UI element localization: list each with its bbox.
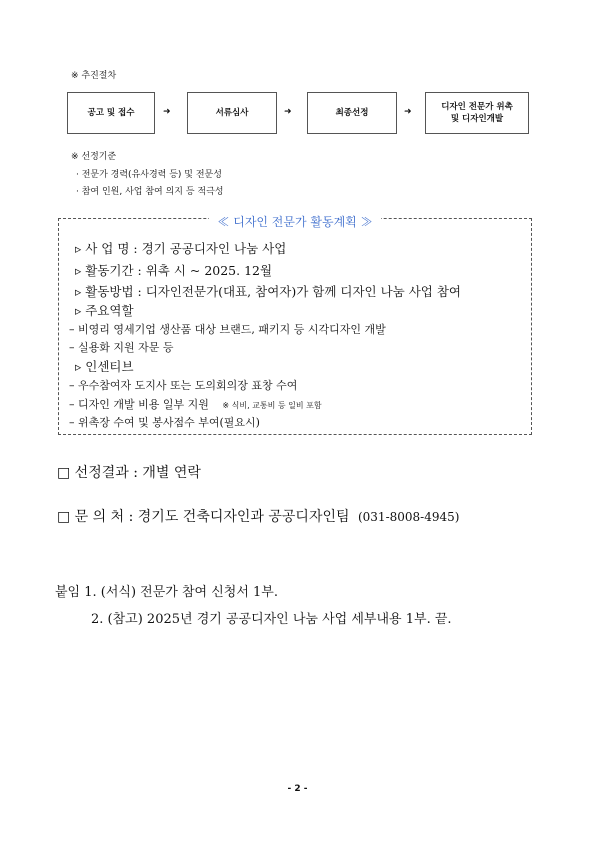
criteria-item: · 참여 인원, 사업 참여 의지 등 적극성 bbox=[76, 187, 224, 197]
flow-step-screening: 서류심사 bbox=[187, 92, 277, 134]
activity-plan-title-text: ≪ 디자인 전문가 활동계획 ≫ bbox=[209, 215, 380, 229]
plan-line-role-consult: – 실용화 지원 자문 등 bbox=[69, 341, 174, 354]
plan-line-project-name: ▹ 사 업 명 : 경기 공공디자인 나눔 사업 bbox=[75, 241, 287, 256]
flow-arrow-icon: ➜ bbox=[404, 107, 412, 117]
contact-text: □ 문 의 처 : 경기도 건축디자인과 공공디자인팀 bbox=[57, 509, 350, 525]
plan-line-period: ▹ 활동기간 : 위촉 시 ~ 2025. 12월 bbox=[75, 263, 273, 278]
contact-phone: (031-8008-4945) bbox=[357, 510, 460, 524]
plan-line-role-design: – 비영리 영세기업 생산품 대상 브랜드, 패키지 등 시각디자인 개발 bbox=[69, 323, 386, 336]
criteria-heading: ※ 선정기준 bbox=[71, 152, 117, 162]
criteria-item: · 전문가 경력(유사경력 등) 및 전문성 bbox=[76, 170, 222, 180]
flow-step-announcement: 공고 및 접수 bbox=[67, 92, 155, 134]
plan-line-incentive-certificate: – 위촉장 수여 및 봉사점수 부여(필요시) bbox=[69, 416, 260, 429]
plan-line-main-role: ▹ 주요역할 bbox=[75, 303, 134, 318]
procedure-heading: ※ 추진절차 bbox=[71, 71, 117, 81]
plan-line-incentive-support bbox=[69, 396, 322, 412]
plan-line-incentive: ▹ 인센티브 bbox=[75, 359, 134, 374]
attachment-line-1: 붙임 1. (서식) 전문가 참여 신청서 1부. bbox=[55, 585, 278, 600]
selection-result: □ 선정결과 : 개별 연락 bbox=[57, 465, 201, 481]
flow-step-final-selection: 최종선정 bbox=[307, 92, 397, 134]
page-number: - 2 - bbox=[287, 784, 308, 794]
flow-step-appointment: 디자인 전문가 위촉 및 디자인개발 bbox=[425, 92, 529, 134]
plan-line-incentive-award: – 우수참여자 도지사 또는 도의회의장 표창 수여 bbox=[69, 379, 298, 392]
plan-line-method: ▹ 활동방법 : 디자인전문가(대표, 참여자)가 함께 디자인 나눔 사업 참여 bbox=[75, 284, 461, 299]
contact-info bbox=[57, 506, 459, 526]
attachment-line-2: 2. (참고) 2025년 경기 공공디자인 나눔 사업 세부내용 1부. 끝. bbox=[91, 612, 452, 627]
flow-arrow-icon: ➜ bbox=[284, 107, 292, 117]
flow-arrow-icon: ➜ bbox=[163, 107, 171, 117]
plan-line-incentive-support-text: – 디자인 개발 비용 일부 지원 bbox=[69, 398, 209, 411]
activity-plan-box bbox=[58, 215, 532, 435]
plan-note: ※ 식비, 교통비 등 일비 포함 bbox=[222, 401, 322, 410]
activity-plan-title bbox=[59, 211, 531, 230]
